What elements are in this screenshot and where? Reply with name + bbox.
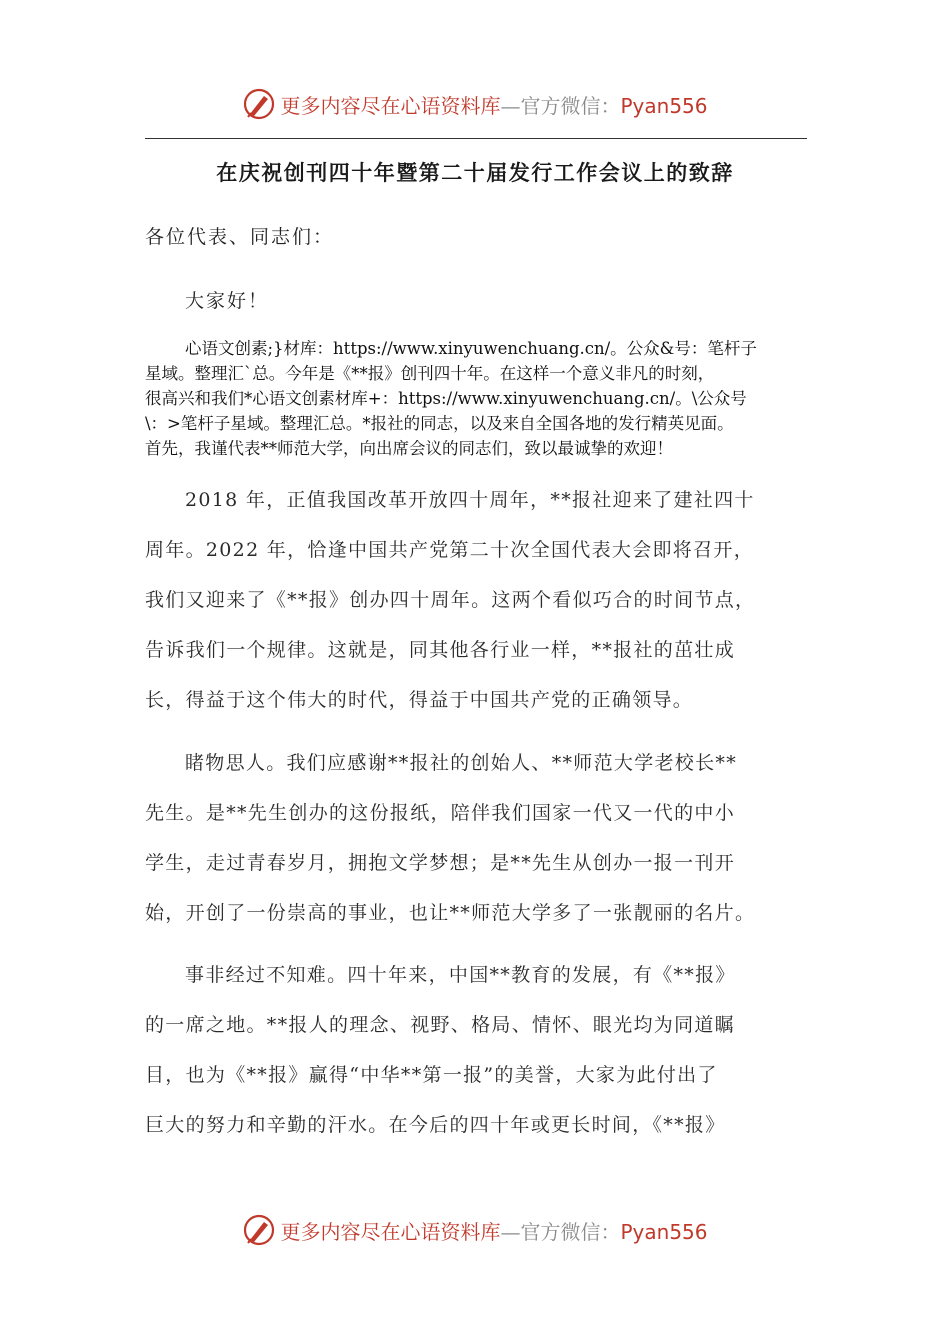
paragraph-line: 先生。是**先生创办的这份报纸，陪伴我们国家一代又一代的中小 [145, 802, 736, 824]
paragraph-line: 告诉我们一个规律。这就是，同其他各行业一样，**报社的茁壮成 [145, 639, 736, 661]
paragraph-2 [145, 738, 815, 938]
banner-separator: — [500, 1219, 521, 1244]
paragraph-3 [145, 950, 815, 1150]
intro-paragraph [145, 336, 810, 461]
banner-official-label: 官方微信： [520, 1219, 621, 1244]
paragraph-line: 睹物思人。我们应感谢**报社的创始人、**师范大学老校长** [185, 752, 738, 774]
banner-handle: Pyan556 [620, 93, 708, 118]
intro-line: 星域。整理汇`总。今年是《**报》创刊四十年。在这样一个意义非凡的时刻， [145, 364, 715, 383]
intro-line: \：>笔杆子星域。整理汇总。*报社的同志，以及来自全国各地的发行精英见面。 [145, 414, 734, 433]
quill-pen-logo-icon [242, 1213, 276, 1247]
paragraph-line: 巨大的努力和辛勤的汗水。在今后的四十年或更长时间，《**报》 [145, 1114, 726, 1136]
document-title: 在庆祝创刊四十年暨第二十届发行工作会议上的致辞 [216, 161, 734, 185]
greeting: 大家好！ [185, 290, 270, 312]
banner-separator: — [500, 93, 521, 118]
header-divider [145, 138, 807, 139]
banner-handle: Pyan556 [620, 1219, 708, 1244]
paragraph-line: 我们又迎来了《**报》创办四十周年。这两个看似巧合的时间节点， [145, 589, 756, 611]
paragraph-line: 目，也为《**报》赢得“中华**第一报”的美誉，大家为此付出了 [145, 1064, 718, 1086]
banner-main-text: 更多内容尽在心语资料库 [280, 93, 501, 118]
paragraph-line: 事非经过不知难。四十年来，中国**教育的发展，有《**报》 [185, 964, 736, 986]
paragraph-line: 2018 年，正值我国改革开放四十周年，**报社迎来了建社四十 [185, 489, 755, 511]
intro-line: 很高兴和我们*心语文创素材库+：https://www.xinyuwenchuang.cn/。\公众号 [145, 389, 747, 408]
salutation: 各位代表、同志们： [145, 226, 335, 248]
intro-line: 心语文创素;}材库：https://www.xinyuwenchuang.cn/。公众&号：笔杆子 [185, 339, 757, 358]
paragraph-line: 周年。2022 年，恰逢中国共产党第二十次全国代表大会即将召开， [145, 539, 754, 561]
paragraph-line: 长，得益于这个伟大的时代，得益于中国共产党的正确领导。 [145, 689, 694, 711]
quill-pen-logo-icon [242, 87, 276, 121]
paragraph-line: 学生，走过青春岁月，拥抱文学梦想；是**先生从创办一报一刊开 [145, 852, 736, 874]
banner-text [280, 90, 707, 119]
paragraph-line: 始，开创了一份崇高的事业，也让**师范大学多了一张靓丽的名片。 [145, 902, 756, 924]
intro-line: 首先，我谨代表**师范大学，向出席会议的同志们，致以最诚挚的欢迎！ [145, 439, 673, 458]
paragraph-line: 的一席之地。**报人的理念、视野、格局、情怀、眼光均为同道瞩 [145, 1014, 736, 1036]
banner-main-text: 更多内容尽在心语资料库 [280, 1219, 501, 1244]
banner-text [280, 1216, 707, 1245]
footer-banner [0, 1208, 950, 1252]
header-banner [0, 82, 950, 126]
banner-official-label: 官方微信： [520, 93, 621, 118]
paragraph-1 [145, 475, 815, 725]
